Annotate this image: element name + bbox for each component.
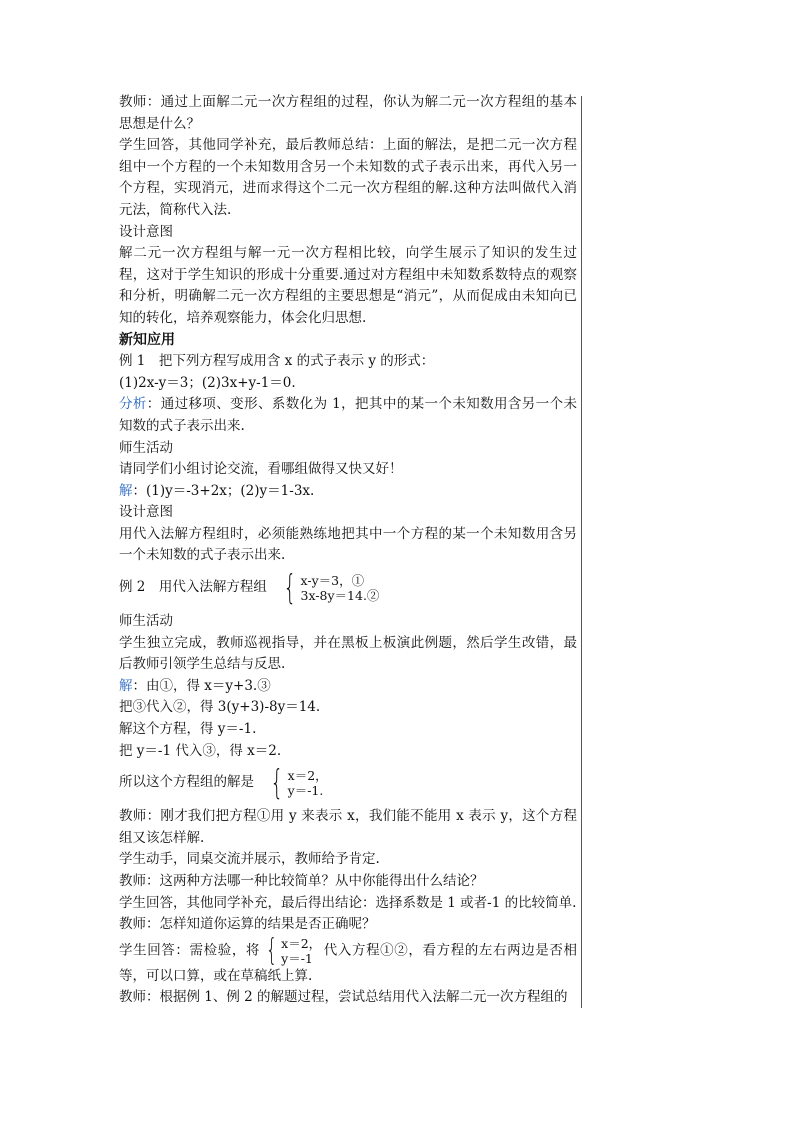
- student-dialog-2: 学生回答，其他同学补充，最后得出结论：选择系数是 1 或者-1 的比较简单.: [119, 894, 577, 911]
- table-border-line: [581, 96, 582, 1008]
- brace-symbol: {: [283, 568, 297, 609]
- teacher-dialog-2: 教师：这两种方法哪一种比较简单？从中你能得出什么结论？: [119, 873, 484, 889]
- design-intent-text: 解二元一次方程组与解一元一次方程相比较，向学生展示了知识的发生过程，这对于学生知识的形成十分重要.通过对方程组中未知数系数特点的观察和分析，明确解二元一次方程组的主要思想是“消元”，从而促成由未知向已知的转化，培养观察能力，体会化归思想.: [119, 245, 577, 326]
- solution-result: [101, 763, 577, 804]
- example-1-equations: (1)2x-y＝3；(2)3x+y-1＝0.: [119, 374, 296, 391]
- check-system: { x＝2， y＝-1: [265, 932, 322, 968]
- solution-1-text: ：(1)y＝-3+2x；(2)y＝1-3x.: [132, 482, 315, 499]
- example-2-text: 例 2 用代入法解方程组: [119, 579, 267, 596]
- design-intent-text-2: 用代入法解方程组时，必须能熟练地把其中一个方程的某一个未知数用含另一个未知数的式子表示出来.: [119, 525, 577, 564]
- student-dialog-1: 学生动手，同桌交流并展示，教师给予肯定.: [119, 851, 380, 868]
- equation-1: x-y＝3，①: [300, 573, 365, 589]
- teacher-dialog-3: 教师：怎样知道你运算的结果是否正确呢？: [119, 916, 376, 933]
- brace-symbol: {: [265, 932, 278, 968]
- result-eq-1: x＝2，: [287, 768, 328, 784]
- solution-2-line-4: 把 y＝-1 代入③，得 x＝2.: [119, 742, 282, 759]
- activity-label-2: 师生活动: [119, 613, 173, 630]
- student-answer-summary: 学生回答，其他同学补充，最后教师总结：上面的解法，是把二元一次方程组中一个方程的一个未知数用含另一个未知数的式子表示出来，再代入另一个方程，实现消元，进而求得这个二元一次方程组的解.这种方法叫做代入消元法，简称代入法.: [119, 137, 577, 218]
- solution-2-line-1: 解：由①，得 x＝y+3.③: [119, 677, 271, 694]
- activity-label: 师生活动: [119, 439, 173, 456]
- lesson-content: [101, 92, 577, 1009]
- design-intent-label-2: 设计意图: [119, 504, 173, 521]
- solution-2-line-2: 把③代入②，得 3(y+3)-8y＝14.: [119, 699, 321, 716]
- solution-1: [101, 481, 577, 503]
- example-1: 例 1 把下列方程写成用含 x 的式子表示 y 的形式：: [119, 353, 435, 370]
- teacher-dialog-1: 教师：刚才我们把方程①用 y 来表示 x，我们能不能用 x 表示 y，这个方程组又该怎样解.: [119, 808, 577, 846]
- student-dialog-3: 学生回答：需检验，将 { x＝2， y＝-1 代入方程①②，看方程的左右两边是否相等，可以口算，或在草稿纸上算.: [119, 932, 578, 984]
- teacher-question: 教师：通过上面解二元一次方程组的过程，你认为解二元一次方程组的基本思想是什么？: [119, 94, 577, 132]
- analysis-text: ：通过移项、变形、系数化为 1，把其中的某一个未知数用含另一个未知数的式子表示出来.: [119, 396, 577, 434]
- analysis-label: 分析: [119, 396, 147, 413]
- solution-label-2: 解: [119, 677, 133, 694]
- brace-symbol: {: [270, 763, 284, 804]
- activity-text: 请同学们小组讨论交流，看哪组做得又快又好！: [119, 461, 403, 478]
- section-heading: 新知应用: [119, 331, 175, 348]
- solution-label: 解: [119, 482, 133, 499]
- activity-text-2: 学生独立完成，教师巡视指导，并在黑板上板演此例题，然后学生改错，最后教师引领学生总结与反思.: [119, 634, 577, 673]
- equation-system: [279, 568, 380, 609]
- analysis: [101, 394, 577, 437]
- result-eq-2: y＝-1.: [287, 783, 324, 799]
- design-intent-label: 设计意图: [119, 223, 173, 240]
- solution-result-text: 所以这个方程组的解是: [119, 774, 254, 791]
- example-2: [101, 568, 577, 609]
- equation-2: 3x-8y＝14.②: [300, 588, 380, 604]
- result-system: [266, 763, 328, 804]
- solution-2-line-3: 解这个方程，得 y＝-1.: [119, 721, 257, 738]
- teacher-dialog-4: 教师：根据例 1、例 2 的解题过程，尝试总结用代入法解二元一次方程组的: [119, 989, 568, 1006]
